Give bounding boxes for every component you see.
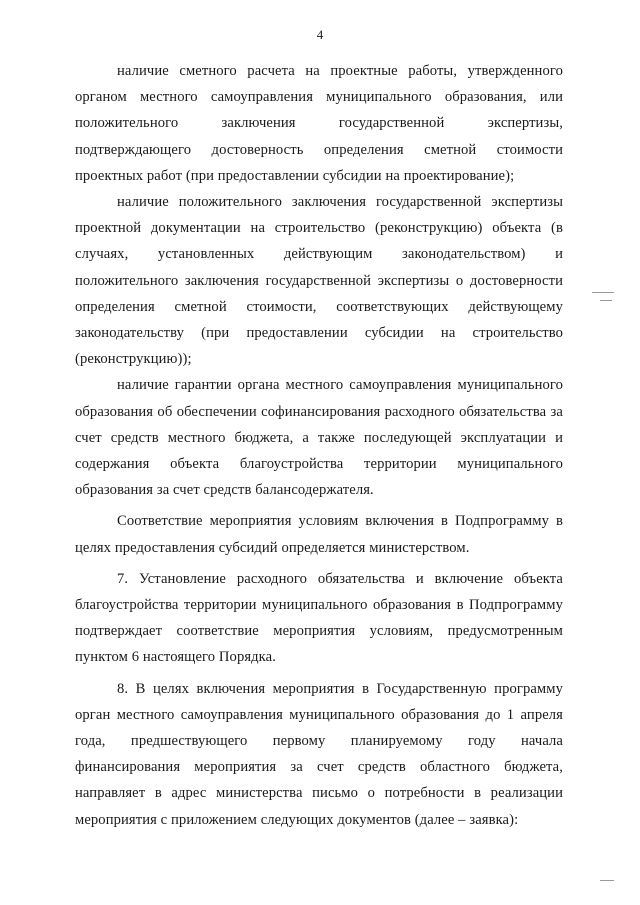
paragraph-garantiya-sofinansirovaniya: наличие гарантии органа местного самоуправления муниципального образования об обеспечении софинансирования расходного обязательства за счет средств местного бюджета, а также последующей эксплуатации и содержания объекта благоустройства территории муниципального образования за счет средств балансодержателя. — [75, 377, 563, 499]
paragraph-sootvetstvie-meropriyatiya: Соответствие мероприятия условиям включения в Подпрограмму в целях предоставления субсидий определяется министерством. — [75, 513, 563, 556]
document-body — [75, 58, 563, 833]
paragraph-punkt-8: 8. В целях включения мероприятия в Государственную программу орган местного самоуправления муниципального образования до 1 апреля года, предшествующего первому планируемому году начала финансирования мероприятия за счет средств областного бюджета, направляет в адрес министерства письмо о потребности в реализации мероприятия с приложением следующих документов (далее – заявка): — [75, 680, 563, 828]
scan-speck — [600, 300, 612, 301]
paragraph-ekspertiza-stroitelstvo: наличие положительного заключения государственной экспертизы проектной документации на строительство (реконструкцию) объекта (в случаях, установленных действующим законодательством) и положительного заключения государственной экспертизы о достоверности определения сметной стоимости, соответствующих действующему законодательству (при предоставлении субсидии на строительство (реконструкцию)); — [75, 194, 563, 368]
page-number: 4 — [316, 27, 324, 42]
paragraph-smeta-proekt: наличие сметного расчета на проектные работы, утвержденного органом местного самоуправления муниципального образования, или положительного заключения государственной экспертизы, подтверждающего достоверность определения сметной стоимости проектных работ (при предоставлении субсидии на проектирование); — [75, 63, 563, 184]
paragraph-punkt-7: 7. Установление расходного обязательства и включение объекта благоустройства территории муниципального образования в Подпрограмму подтверждает соответствие мероприятия условиям, предусмотренным пунктом 6 настоящего Порядка. — [75, 570, 563, 666]
scan-speck — [600, 880, 614, 881]
scan-speck — [592, 292, 614, 293]
